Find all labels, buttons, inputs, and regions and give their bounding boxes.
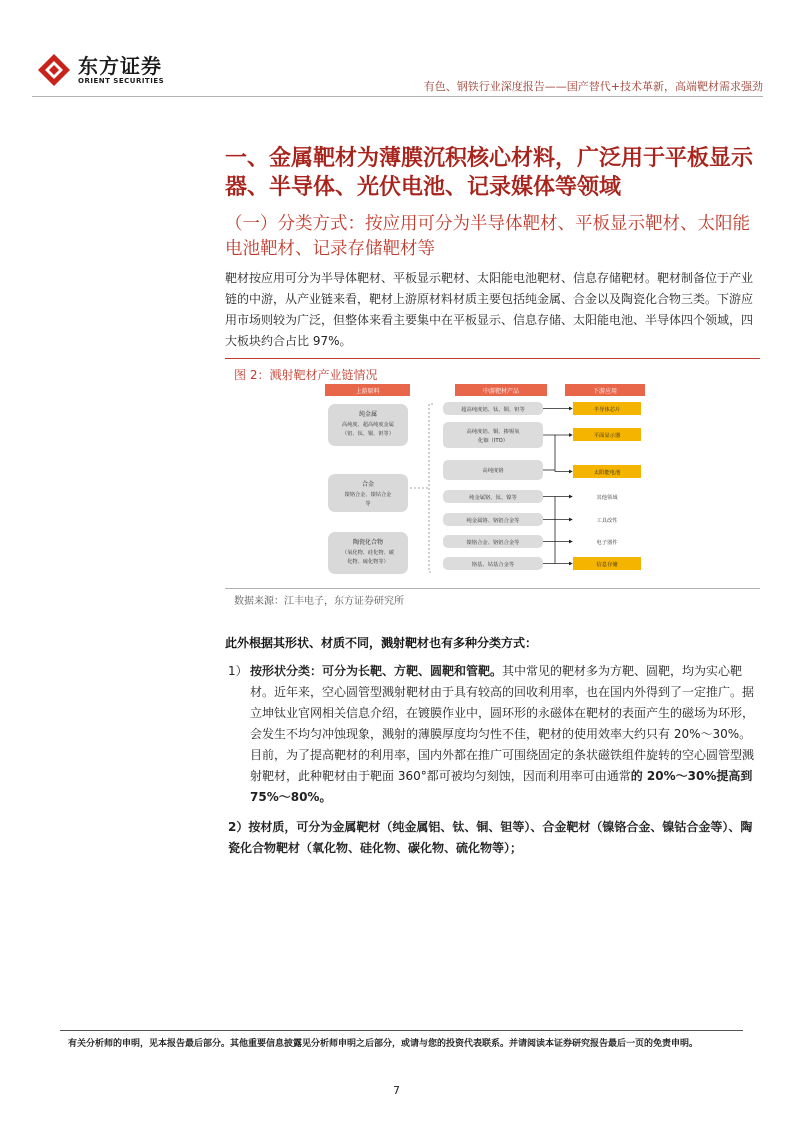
upstream-pure-metal (328, 404, 408, 446)
upstream-alloy (328, 474, 408, 512)
upstream-header-label: 上游原料 (355, 388, 380, 395)
bracket-dashed (429, 404, 433, 572)
midstream-item-5 (443, 513, 543, 526)
logo-cn-text: 东方证券 (78, 53, 162, 78)
svg-text:纯金属铬、铬铝合金等: 纯金属铬、铬铝合金等 (466, 518, 520, 524)
svg-text:其他领域: 其他领域 (596, 495, 618, 501)
svg-text:超高纯度铝、钛、铜、钽等: 超高纯度铝、钛、铜、钽等 (461, 407, 525, 413)
industry-chain-diagram (325, 382, 655, 582)
svg-text:铬基、钴基合金等: 铬基、钴基合金等 (471, 562, 515, 568)
svg-text:（氧化物、硅化物、碳: （氧化物、硅化物、碳 (342, 550, 394, 556)
section-subtitle: （一）分类方式：按应用可分为半导体靶材、平板显示靶材、太阳能电池靶材、记录存储靶材等 (225, 214, 750, 259)
header-divider (32, 96, 763, 97)
svg-text:（铝、钛、铜、钽等）: （铝、钛、铜、钽等） (342, 431, 394, 437)
list-item-head: 按形状分类：可分为长靶、方靶、圆靶和管靶。 (250, 664, 503, 678)
downstream-storage (573, 557, 641, 570)
svg-text:高纯度铬: 高纯度铬 (482, 468, 504, 474)
svg-text:太阳能电池: 太阳能电池 (593, 470, 621, 476)
svg-text:镍铬合金、铬铝合金等: 镍铬合金、铬铝合金等 (466, 540, 520, 546)
downstream-other (596, 493, 618, 501)
logo-en-text: ORIENT SECURITIES (78, 76, 165, 85)
svg-text:半导体芯片: 半导体芯片 (593, 407, 621, 413)
midstream-item-3 (443, 460, 543, 480)
section-title: 一、金属靶材为薄膜沉积核心材料，广泛用于平板显示器、半导体、光伏电池、记录媒体等领域 (225, 146, 754, 200)
report-tag: 有色、钢铁行业深度报告——国产替代+技术革新，高端靶材需求强劲 (423, 80, 763, 93)
list-item-number: 2） (228, 820, 249, 834)
list-item-shape (228, 661, 760, 808)
figure-source: 数据来源：江丰电子，东方证券研究所 (234, 596, 404, 607)
svg-text:电子器件: 电子器件 (596, 540, 618, 546)
svg-text:化铟（ITO）: 化铟（ITO） (477, 438, 509, 444)
svg-text:镍铬合金、镍钴合金: 镍铬合金、镍钴合金 (344, 492, 392, 498)
midstream-header-label: 中游靶材产品 (482, 388, 520, 395)
svg-text:合金: 合金 (361, 481, 375, 488)
footer-disclaimer: 有关分析师的申明，见本报告最后部分。其他重要信息披露见分析师申明之后部分，或请与您的投资代表联系。并请阅读本证券研究报告最后一页的免责申明。 (68, 1039, 699, 1049)
svg-text:纯金属: 纯金属 (358, 411, 378, 418)
svg-text:纯金属铬、钛、镍等: 纯金属铬、钛、镍等 (469, 495, 517, 501)
list-item-tail: 的 20%～30%提高到 75%～80%。 (250, 769, 753, 804)
company-logo (36, 52, 164, 88)
downstream-tool (596, 516, 618, 524)
footer-divider (60, 1030, 743, 1031)
list-item-text: 其中常见的靶材多为方靶、圆靶，均为实心靶材。近年来，空心圆管型溅射靶材由于具有较高的回收利用率，也在国内外得到了一定推广。据立坤钛业官网相关信息介绍，在镀膜作业中，圆环形的永磁体在靶材的表面产生的磁场为环形，会发生不均匀冲蚀现象，溅射的薄膜厚度均匀性不佳，靶材的使用效率大约只有 20%～30%。目前，为了提高靶材的利用率，国内外都在推广可围绕固定的条状磁铁组件旋转的空心圆管型溅射靶材，此种靶材由于靶面 360°都可被均匀刻蚀，因而利用率可由通常 (250, 664, 755, 783)
svg-text:高纯度铝、铜、掺锡氧: 高纯度铝、铜、掺锡氧 (466, 429, 520, 435)
svg-text:工具改性: 工具改性 (596, 518, 618, 524)
chain-arrows (543, 409, 572, 564)
svg-text:平面显示器: 平面显示器 (593, 433, 621, 439)
downstream-solar (573, 465, 641, 478)
svg-text:等: 等 (365, 501, 371, 507)
midstream-item-4 (443, 490, 543, 503)
downstream-electronics (596, 538, 618, 546)
midstream-item-6 (443, 535, 543, 548)
list-item-material (228, 817, 760, 859)
svg-text:化物、硫化物等）: 化物、硫化物等） (347, 559, 389, 565)
svg-text:陶瓷化合物: 陶瓷化合物 (352, 539, 384, 546)
midstream-item-7 (443, 557, 543, 570)
classification-lead: 此外根据其形状、材质不同，溅射靶材也有多种分类方式： (225, 636, 538, 650)
figure-top-rule (225, 358, 760, 359)
svg-text:信息存储: 信息存储 (596, 562, 618, 568)
upstream-ceramic (328, 532, 408, 574)
downstream-semiconductor (573, 402, 641, 415)
orient-logo-icon (36, 52, 72, 88)
midstream-item-2 (443, 422, 543, 448)
figure-title: 图 2：溅射靶材产业链情况 (234, 368, 378, 382)
svg-text:高纯度、超高纯度金属: 高纯度、超高纯度金属 (342, 422, 394, 428)
midstream-item-1 (443, 402, 543, 415)
intro-paragraph: 靶材按应用可分为半导体靶材、平板显示靶材、太阳能电池靶材、信息存储靶材。靶材制备位于产业链的中游，从产业链来看，靶材上游原材料材质主要包括纯金属、合金以及陶瓷化合物三类。下游应用市场则较为广泛，但整体来看主要集中在平板显示、信息存储、太阳能电池、半导体四个领域，四大板块约合占比 97%。 (225, 271, 754, 348)
page-number: 7 (393, 1084, 400, 1097)
downstream-header-label: 下游应用 (592, 388, 618, 395)
list-item-text: 按材质，可分为金属靶材（纯金属铝、钛、铜、钽等）、合金靶材（镍铬合金、镍钴合金等）、陶瓷化合物靶材（氧化物、硅化物、碳化物、硫化物等）； (228, 820, 753, 855)
downstream-flat-panel (573, 428, 641, 441)
figure-bottom-rule (225, 588, 760, 589)
list-item-number: 1） (228, 664, 248, 678)
